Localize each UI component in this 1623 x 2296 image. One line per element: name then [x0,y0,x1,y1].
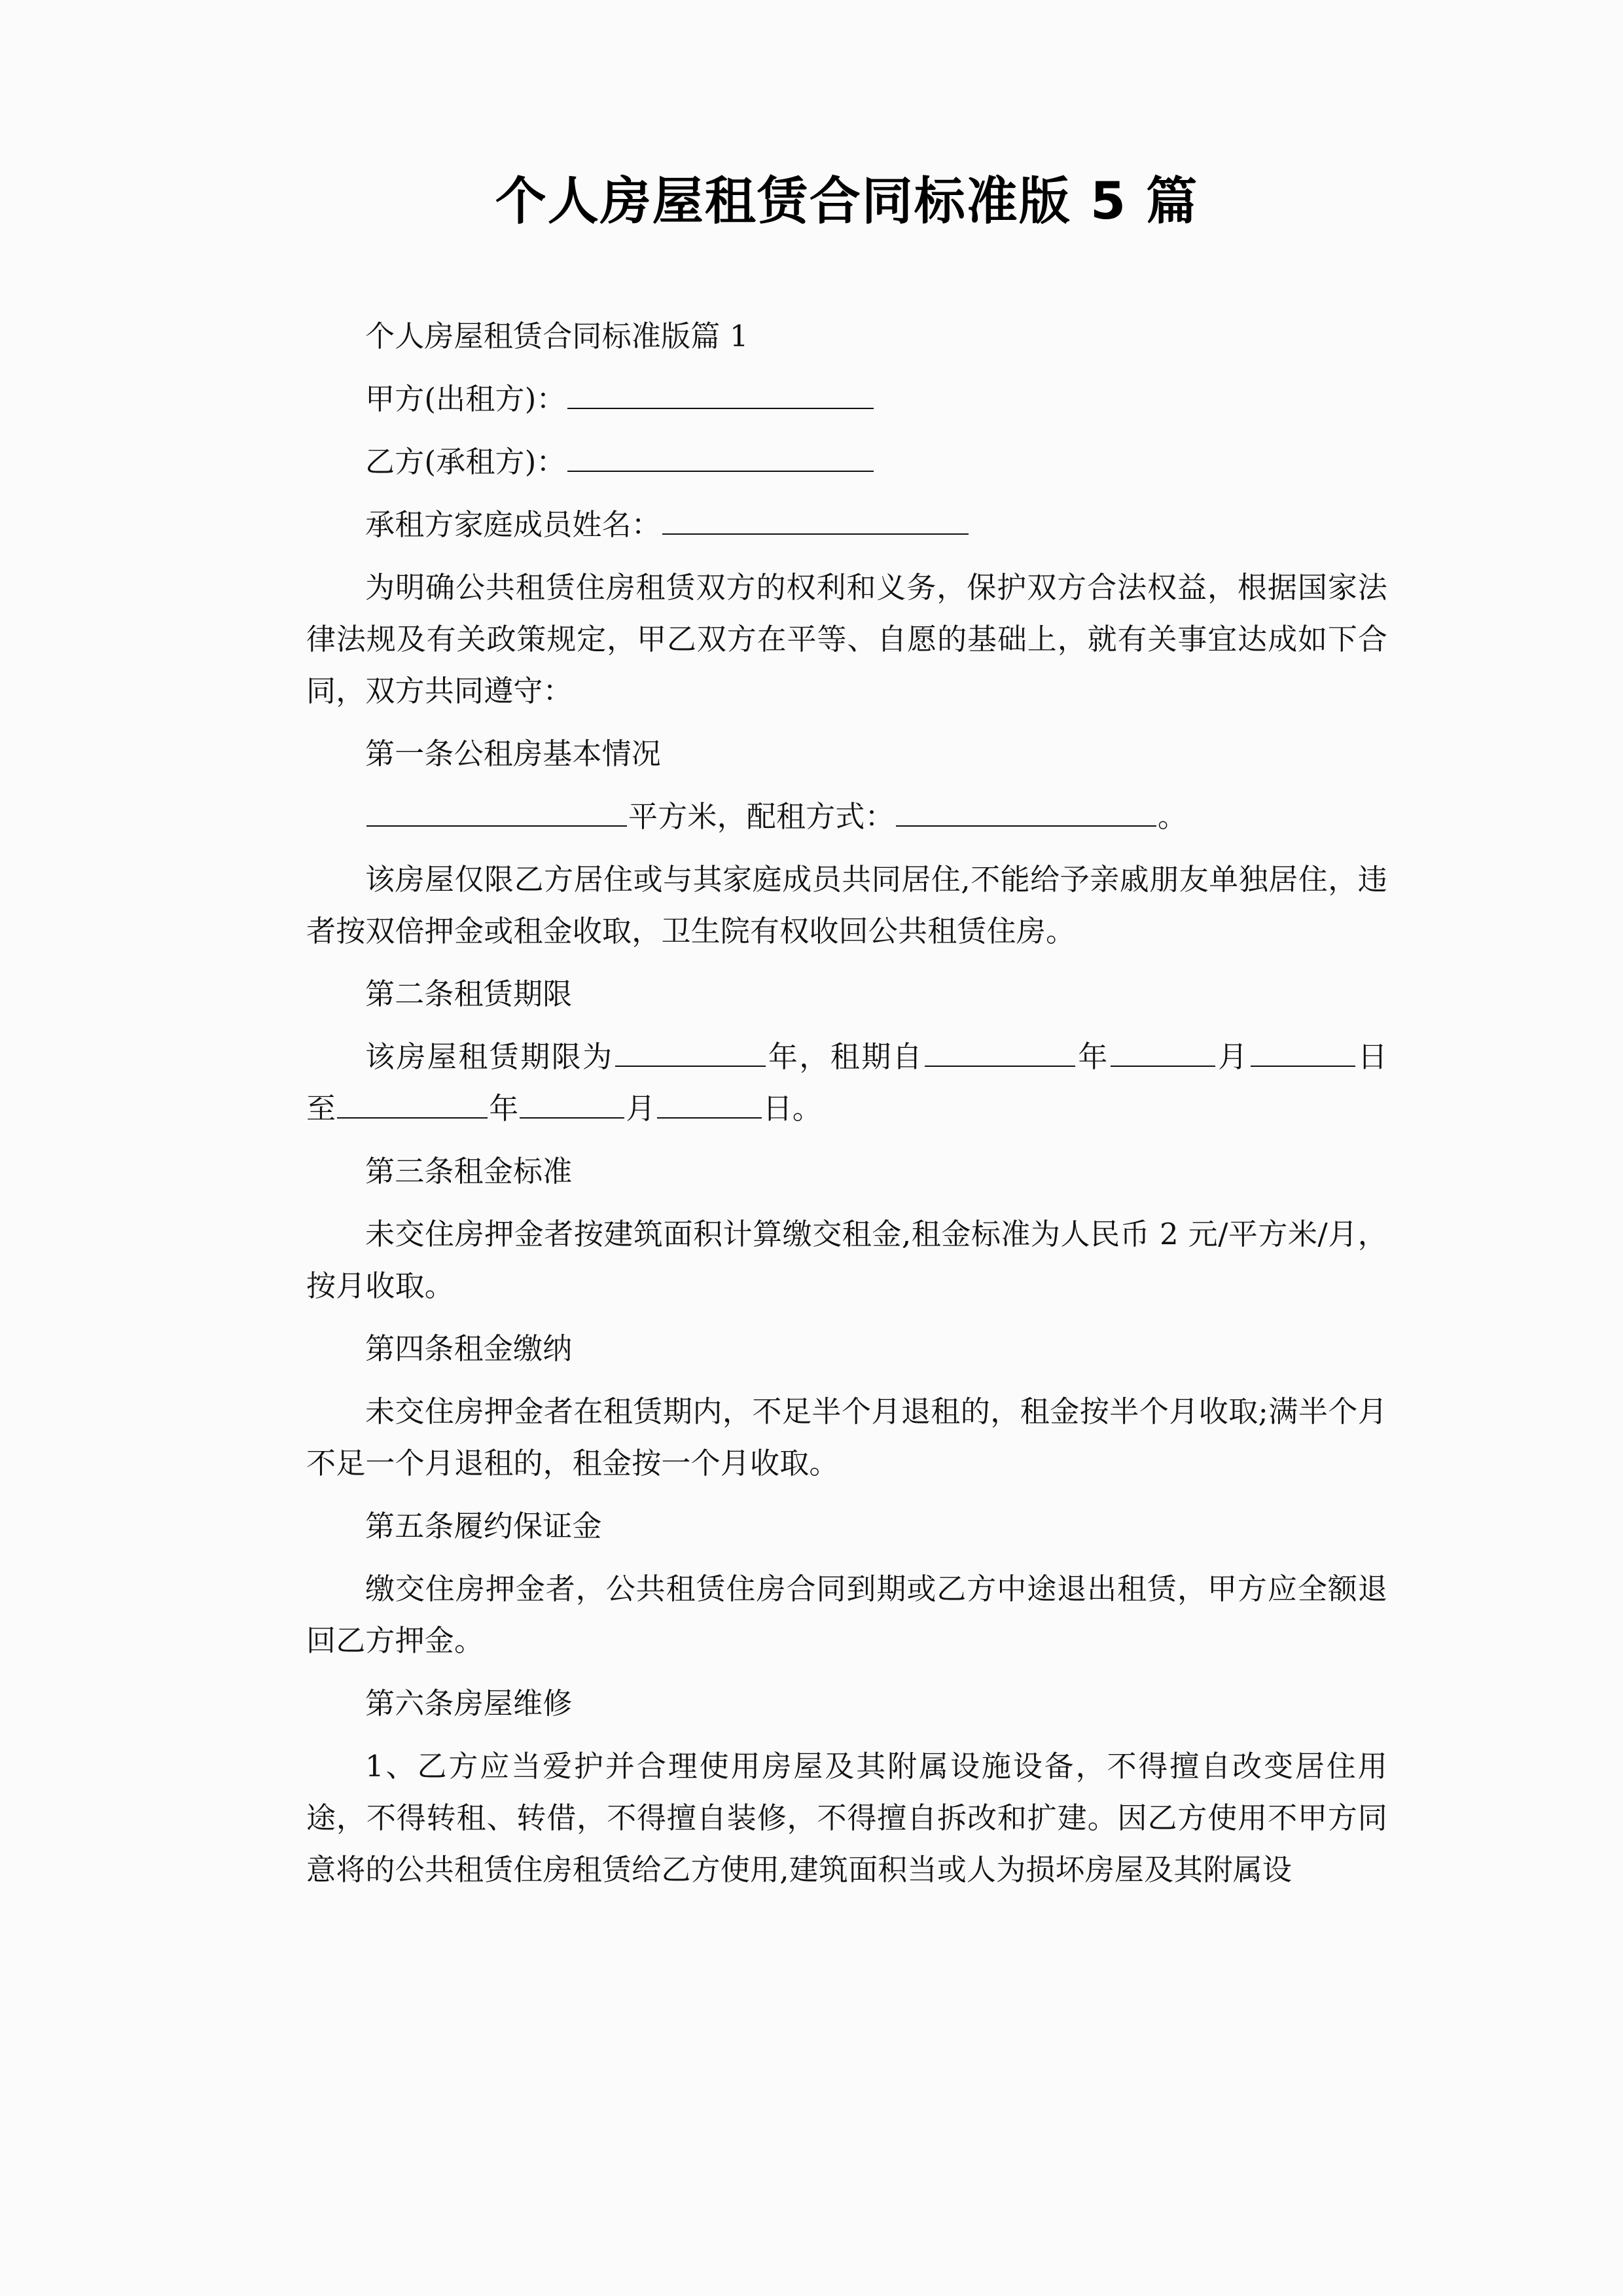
end-year-unit: 年 [489,1090,519,1126]
start-day-unit: 日 [1356,1039,1387,1074]
end-day-blank[interactable] [657,1090,762,1118]
end-day-unit: 日。 [762,1090,823,1126]
term-prefix: 该房屋租赁期限为 [365,1039,614,1074]
allocation-method-blank[interactable] [896,798,1156,826]
page-title: 个人房屋租赁合同标准版 5 篇 [495,172,1199,231]
clause-1-terminator: 。 [1157,798,1188,834]
area-blank[interactable] [366,798,627,826]
clause-1-heading: 第一条公租房基本情况 [365,736,662,771]
clause-2-term-line [306,1031,1387,1134]
term-years-blank[interactable] [615,1038,766,1066]
preamble-paragraph: 为明确公共租赁住房租赁双方的权利和义务，保护双方合法权益，根据国家法律法规及有关政策规定，甲乙双方在平等、自愿的基础上，就有关事宜达成如下合同，双方共同遵守： [306,569,1387,708]
clause-1-fill-line [306,791,1387,842]
term-year-label: 年， [766,1039,830,1074]
clause-1-body: 该房屋仅限乙方居住或与其家庭成员共同居住,不能给予亲戚朋友单独居住，违者按双倍押金或租金收取，卫生院有权收回公共租赁住房。 [306,861,1387,948]
start-month-blank[interactable] [1111,1038,1215,1066]
party-a-blank[interactable] [567,380,874,408]
clause-3-body: 未交住房押金者按建筑面积计算缴交租金,租金标准为人民币 2 元/平方米/月，按月收取。 [306,1216,1387,1303]
document-subtitle: 个人房屋租赁合同标准版篇 1 [365,318,749,353]
party-a-label: 甲方(出租方)： [365,381,566,416]
document-body [306,310,1387,1895]
end-month-unit: 月 [626,1090,656,1126]
start-year-blank[interactable] [925,1038,1075,1066]
party-a-row [306,373,1387,425]
clause-5-body: 缴交住房押金者，公共租赁住房合同到期或乙方中途退出租赁，甲方应全额退回乙方押金。 [306,1571,1387,1658]
start-day-blank[interactable] [1251,1038,1355,1066]
start-month-unit: 月 [1216,1039,1249,1074]
end-month-blank[interactable] [520,1090,624,1118]
clause-3-heading: 第三条租金标准 [365,1153,573,1189]
family-members-row [306,499,1387,550]
family-members-label: 承租方家庭成员姓名： [365,507,662,542]
party-b-label: 乙方(承租方)： [365,444,566,479]
end-year-blank[interactable] [337,1090,488,1118]
clause-6-body: 1、乙方应当爱护并合理使用房屋及其附属设施设备，不得擅自改变居住用途，不得转租、转借，不得擅自装修，不得擅自拆改和扩建。因乙方使用不甲方同意将的公共租赁住房租赁给乙方使用,建筑面积当或人为损坏房屋及其附属设 [306,1748,1387,1887]
clause-4-body: 未交住房押金者在租赁期内，不足半个月退租的，租金按半个月收取;满半个月不足一个月退租的，租金按一个月收取。 [306,1393,1387,1480]
party-b-row [306,436,1387,488]
clause-5-heading: 第五条履约保证金 [365,1508,602,1543]
clause-4-heading: 第四条租金缴纳 [365,1331,573,1366]
clause-2-heading: 第二条租赁期限 [365,976,573,1011]
term-from-label: 租期自 [830,1039,924,1074]
party-b-blank[interactable] [567,443,874,471]
area-unit-label: 平方米，配租方式： [628,798,895,834]
clause-6-heading: 第六条房屋维修 [365,1685,573,1721]
document-content [306,0,1387,1907]
family-members-blank[interactable] [662,506,969,534]
start-year-unit: 年 [1077,1039,1109,1074]
term-to-label: 至 [306,1090,336,1126]
